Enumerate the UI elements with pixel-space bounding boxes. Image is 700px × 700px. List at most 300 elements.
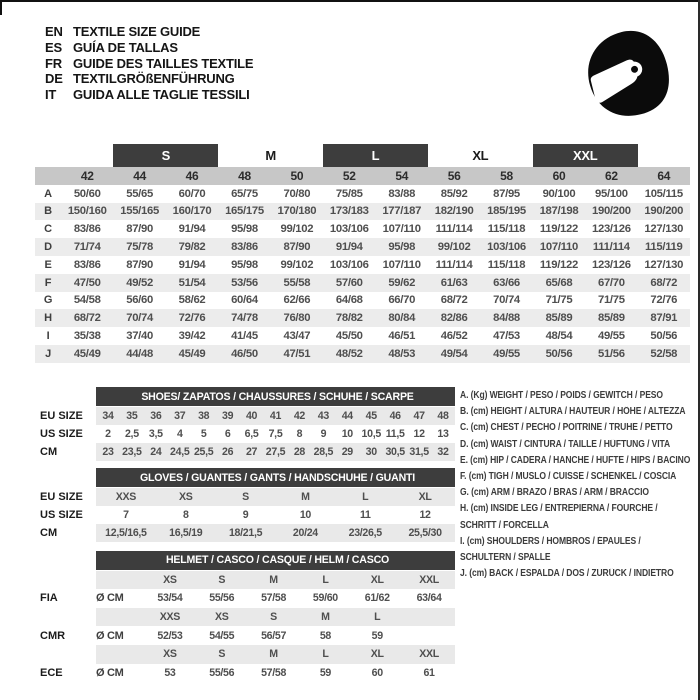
- row-label: CM: [40, 443, 96, 461]
- textile-size-table: [35, 144, 690, 363]
- measurement-value: 165/175: [218, 203, 270, 221]
- measurement-value: 107/110: [382, 258, 421, 271]
- size-value: S: [196, 645, 248, 664]
- size-value: 60: [371, 666, 383, 679]
- size-group-XL: XL: [472, 148, 489, 163]
- measurement-value: 155/165: [113, 203, 165, 221]
- table-title-bar: SHOES/ ZAPATOS / CHAUSSURES / SCHUHE / SCARPE: [96, 387, 455, 406]
- legend-line: SCHULTERN / SPALLE: [460, 552, 551, 564]
- size-number: 42: [61, 167, 113, 185]
- size-value: 58: [319, 629, 331, 642]
- measurement-value: 63/66: [480, 274, 532, 292]
- measurement-value: 87/95: [493, 187, 520, 200]
- measurement-row-E: [35, 256, 690, 274]
- legend-line: J. (cm) BACK / ESPALDA / DOS / ZURÜCK / INDIETRO: [460, 568, 674, 580]
- measurement-value: 71/75: [545, 294, 573, 307]
- measurement-value: 91/94: [178, 223, 206, 236]
- size-value: 10,5: [361, 428, 381, 440]
- size-value: 39: [216, 407, 240, 425]
- measurement-value: 83/86: [218, 238, 270, 256]
- row-letter: H: [35, 309, 61, 327]
- measurement-value: 82/86: [428, 309, 480, 327]
- lang-code: EN: [45, 24, 63, 39]
- measurement-value: 95/98: [231, 258, 258, 271]
- measurement-value: 85/89: [533, 309, 585, 327]
- measurement-value: 37/40: [126, 330, 153, 343]
- size-value: 24: [144, 443, 168, 461]
- measurement-value: 67/70: [585, 274, 637, 292]
- size-value: 44: [335, 407, 359, 425]
- size-value: 30,5: [383, 443, 407, 461]
- legend-line: G. (cm) ARM / BRAZO / BRAS / ARM / BRACCIO: [460, 487, 649, 499]
- size-value: 9: [320, 428, 327, 440]
- measurement-value: 115/119: [638, 238, 690, 256]
- measurement-row-J: [35, 345, 690, 363]
- size-value: 61/62: [364, 592, 390, 605]
- label-spacer: [40, 551, 96, 570]
- size-value: XS: [144, 645, 196, 664]
- size-value: 6,5: [244, 428, 259, 440]
- size-value: 55/56: [209, 666, 235, 679]
- measurement-value: 45/49: [61, 345, 113, 363]
- row-letter: B: [35, 203, 61, 221]
- measurement-value: 170/180: [271, 203, 323, 221]
- legend-line: B. (cm) HEIGHT / ALTURA / HAUTEUR / HÖHE / ALTEZZA: [460, 406, 686, 418]
- measurement-value: 51/56: [585, 345, 637, 363]
- measurement-value: 127/130: [644, 258, 684, 271]
- table-row-CM: [40, 443, 455, 461]
- language-title-list: [45, 24, 253, 103]
- size-value: 4: [176, 428, 183, 440]
- size-value: XL: [351, 571, 403, 590]
- legend-line: I. (cm) SHOULDERS / HOMBROS / ÉPAULES /: [460, 535, 641, 547]
- measurement-value: 83/86: [73, 258, 101, 271]
- size-value: XXS: [144, 608, 196, 627]
- size-number: 46: [166, 167, 218, 185]
- measurement-value: 71/74: [61, 238, 113, 256]
- measurement-value: 53/56: [218, 274, 270, 292]
- size-value: L: [335, 488, 395, 506]
- diameter-unit-label: [96, 645, 144, 664]
- size-value: 59/60: [312, 592, 338, 605]
- size-value: 11,5: [385, 428, 405, 440]
- measurement-value: 45/49: [166, 345, 218, 363]
- size-value: XXS: [96, 488, 156, 506]
- size-value: 2,5: [124, 428, 139, 440]
- measurement-value: 66/70: [388, 294, 416, 307]
- measurement-value: 75/85: [335, 187, 363, 200]
- measurement-row-H: [35, 309, 690, 327]
- size-value: 8: [182, 509, 189, 521]
- size-value: XL: [395, 488, 455, 506]
- size-number: 44: [113, 167, 165, 185]
- measurement-value: 190/200: [638, 203, 690, 221]
- size-group-XXL: XXL: [533, 144, 638, 167]
- measurement-value: 50/56: [650, 330, 678, 343]
- measurement-row-D: [35, 238, 690, 256]
- row-letter: G: [43, 294, 53, 307]
- size-value: 53: [164, 666, 176, 679]
- legend-line: E. (cm) HIP / CADERA / HANCHE / HÜFTE / HIPS / BACINO: [460, 454, 691, 466]
- lang-code: DE: [45, 71, 63, 87]
- measurement-value: 50/60: [73, 187, 101, 200]
- table-row-EU SIZE: [40, 407, 455, 425]
- measurement-row-G: [35, 292, 690, 310]
- size-value: 6: [224, 428, 231, 440]
- size-group-row: [35, 144, 690, 167]
- lang-code: IT: [45, 87, 57, 103]
- size-value: 42: [287, 407, 311, 425]
- measurement-value: 46/50: [218, 345, 270, 363]
- guide-title: GUIDE DES TAILLES TEXTILE: [73, 55, 254, 71]
- diameter-unit-label: Ø CM: [96, 666, 124, 679]
- size-value: S: [248, 608, 300, 627]
- row-label: CMR: [40, 626, 96, 645]
- measurement-value: 83/86: [73, 223, 101, 236]
- measurement-value: 62/66: [283, 294, 311, 307]
- size-value: 24,5: [168, 443, 192, 461]
- legend-line: H. (cm) INSIDE LEG / ENTREPIERNA / FOURCHE /: [460, 503, 658, 515]
- size-value: S: [216, 488, 276, 506]
- guide-title: GUÍA DE TALLAS: [73, 39, 178, 55]
- measurement-value: 78/82: [323, 309, 375, 327]
- measurement-value: 87/90: [126, 223, 153, 236]
- size-value: XS: [196, 608, 248, 627]
- measurement-value: 64/68: [335, 294, 363, 307]
- table-row-sizes-0: [40, 571, 455, 590]
- size-group-S: S: [113, 144, 218, 167]
- table-row-CMR: [40, 626, 455, 645]
- size-number: 56: [428, 167, 480, 185]
- size-value: 48: [431, 407, 455, 425]
- size-value: 11: [359, 509, 371, 521]
- size-value: 23,5: [120, 443, 144, 461]
- measurement-value: 115/118: [487, 223, 526, 236]
- measurement-value: 107/110: [533, 238, 585, 256]
- measurement-value: 99/102: [280, 258, 314, 271]
- measurement-value: 49/55: [480, 345, 532, 363]
- size-value: 54/55: [209, 629, 235, 642]
- table-row-sizes-2: [40, 608, 455, 627]
- measurement-value: 57/60: [323, 274, 375, 292]
- measurement-value: 91/94: [323, 238, 375, 256]
- measurement-value: 35/38: [73, 330, 101, 343]
- size-group-gap: [638, 144, 690, 167]
- size-group-M: M: [265, 148, 276, 163]
- guide-title: TEXTILE SIZE GUIDE: [73, 24, 201, 39]
- size-value: 43: [311, 407, 335, 425]
- size-value: 36: [144, 407, 168, 425]
- row-letter: D: [35, 238, 61, 256]
- measurement-value: 51/54: [166, 274, 218, 292]
- size-value: 26: [216, 443, 240, 461]
- top-edge-line: [0, 0, 700, 2]
- table-row-US SIZE: [40, 506, 455, 524]
- table-row-sizes-4: [40, 645, 455, 664]
- size-value: 59: [319, 666, 331, 679]
- measurement-value: 72/76: [166, 309, 218, 327]
- measurement-value: 85/89: [585, 309, 637, 327]
- measurement-value: 105/115: [644, 187, 683, 200]
- table-row-US SIZE: [40, 425, 455, 443]
- gloves-size-table: [40, 468, 455, 542]
- table-title-bar: GLOVES / GUANTES / GANTS / HANDSCHUHE / GUANTI: [96, 468, 455, 487]
- size-value: 25,5/30: [395, 524, 455, 542]
- measurement-value: 103/106: [329, 258, 369, 271]
- left-edge-tick: [0, 0, 2, 15]
- measurement-value: 52/58: [638, 345, 690, 363]
- label-spacer: [40, 468, 96, 487]
- label-spacer: [40, 387, 96, 406]
- measurement-value: 47/50: [61, 274, 113, 292]
- measurement-value: 87/90: [271, 238, 323, 256]
- measurement-value: 72/76: [650, 294, 678, 307]
- size-value: 8: [296, 428, 303, 440]
- helmet-size-table: [40, 551, 455, 682]
- lang-code: ES: [45, 39, 62, 55]
- size-value: 16,5/19: [156, 524, 216, 542]
- measurement-value: 182/190: [428, 203, 480, 221]
- diameter-unit-label: Ø CM: [96, 629, 124, 642]
- size-value: 2: [105, 428, 111, 440]
- size-value: 3,5: [148, 428, 163, 440]
- legend-line: D. (cm) WAIST / CINTURA / TAILLE / HÜFTUNG / VITA: [460, 438, 671, 450]
- measurement-value: 177/187: [376, 203, 428, 221]
- measurement-value: 74/78: [218, 309, 270, 327]
- measurement-value: 107/110: [382, 223, 421, 236]
- measurement-value: 39/42: [178, 330, 206, 343]
- measurement-value: 75/78: [113, 238, 165, 256]
- row-label: CM: [40, 524, 96, 542]
- measurement-value: 115/118: [487, 258, 526, 271]
- size-value: XXL: [403, 571, 455, 590]
- table-row-ECE: [40, 664, 455, 683]
- guide-title: TEXTILGRÖßENFÜHRUNG: [73, 71, 235, 87]
- measurement-value: 47/51: [271, 345, 323, 363]
- measurement-value: 49/55: [597, 330, 625, 343]
- size-value: 45: [359, 407, 383, 425]
- measurement-value: 119/122: [539, 258, 579, 271]
- size-value: L: [351, 608, 403, 627]
- measurement-value: 68/72: [440, 294, 468, 307]
- measurement-value: 80/84: [376, 309, 428, 327]
- measurement-value: 41/45: [231, 330, 258, 343]
- size-value: 61: [423, 666, 435, 679]
- measurement-value: 55/65: [126, 187, 153, 200]
- row-label: ECE: [40, 664, 96, 683]
- measurement-value: 50/56: [533, 345, 585, 363]
- measurement-value: 119/122: [539, 223, 579, 236]
- measurement-value: 48/54: [545, 330, 573, 343]
- size-value: XXL: [403, 645, 455, 664]
- size-value: 27,5: [264, 443, 288, 461]
- size-value: 40: [240, 407, 264, 425]
- measurement-value: 99/102: [280, 223, 314, 236]
- measurement-value: 83/88: [388, 187, 416, 200]
- size-value: 13: [437, 428, 449, 440]
- measurement-value: 70/80: [283, 187, 311, 200]
- measurement-value: 48/53: [376, 345, 428, 363]
- size-value: 27: [240, 443, 264, 461]
- measurement-value: 59/62: [376, 274, 428, 292]
- measurement-value: 71/75: [597, 294, 625, 307]
- size-value: 55/56: [209, 592, 235, 605]
- measurement-value: 85/92: [440, 187, 468, 200]
- measurement-value: 68/72: [638, 274, 690, 292]
- size-number: 52: [323, 167, 375, 185]
- row-letter: F: [35, 274, 61, 292]
- guide-title: GUIDA ALLE TAGLIE TESSILI: [73, 87, 250, 103]
- measurement-value: 55/58: [271, 274, 323, 292]
- size-value: 37: [168, 407, 192, 425]
- size-value: 28: [287, 443, 311, 461]
- measurement-value: 87/91: [638, 309, 690, 327]
- measurement-row-A: [35, 185, 690, 203]
- size-value: 56/57: [261, 629, 287, 642]
- measurement-value: 45/50: [335, 330, 363, 343]
- size-value: L: [299, 571, 351, 590]
- measurement-value: 123/126: [591, 258, 631, 271]
- measurement-value: 47/53: [493, 330, 520, 343]
- size-value: 38: [192, 407, 216, 425]
- measurement-value: 95/98: [231, 223, 258, 236]
- row-letter: E: [44, 258, 52, 271]
- measurement-value: 65/75: [231, 187, 258, 200]
- size-value: 47: [407, 407, 431, 425]
- measurement-value: 76/80: [271, 309, 323, 327]
- size-value: M: [275, 488, 335, 506]
- table-row-CM: [40, 524, 455, 542]
- measurement-value: 68/72: [61, 309, 113, 327]
- size-value: 12,5/16,5: [96, 524, 156, 542]
- row-label: EU SIZE: [40, 407, 96, 425]
- size-value: 28,5: [311, 443, 335, 461]
- helmet-logo-icon: [577, 25, 679, 121]
- row-label: [40, 645, 96, 664]
- measurement-legend: [460, 388, 700, 582]
- row-letter: C: [44, 223, 52, 236]
- size-value: 25,5: [192, 443, 216, 461]
- measurement-value: 79/82: [166, 238, 218, 256]
- measurement-value: 44/48: [113, 345, 165, 363]
- size-value: 53/54: [157, 592, 183, 605]
- row-letter: J: [35, 345, 61, 363]
- size-value: M: [299, 608, 351, 627]
- size-number: 62: [585, 167, 637, 185]
- measurement-row-F: [35, 274, 690, 292]
- size-value: 12: [413, 428, 425, 440]
- size-value: 10: [299, 509, 311, 521]
- measurement-value: 43/47: [283, 330, 311, 343]
- measurement-value: 150/160: [61, 203, 113, 221]
- measurement-value: 95/100: [594, 187, 628, 200]
- measurement-row-C: [35, 220, 690, 238]
- size-value: 32: [431, 443, 455, 461]
- measurement-value: 111/114: [435, 223, 473, 236]
- size-value: XL: [351, 645, 403, 664]
- size-value: XS: [156, 488, 216, 506]
- measurement-value: 90/100: [542, 187, 576, 200]
- size-value: 9: [242, 509, 249, 521]
- size-value: 30: [359, 443, 383, 461]
- size-value: 7,5: [268, 428, 283, 440]
- table-row-FIA: [40, 589, 455, 608]
- size-group-L: L: [323, 144, 428, 167]
- size-value: 10: [341, 428, 353, 440]
- row-label: [40, 571, 96, 590]
- measurement-value: 49/54: [428, 345, 480, 363]
- measurement-value: 58/62: [178, 294, 206, 307]
- size-value: 52/53: [157, 629, 183, 642]
- legend-line: F. (cm) TIGH / MUSLO / CUISSE / SCHENKEL / COSCIA: [460, 471, 677, 483]
- measurement-value: 111/114: [435, 258, 473, 271]
- size-value: 31,5: [407, 443, 431, 461]
- measurement-value: 56/60: [126, 294, 153, 307]
- size-value: M: [248, 571, 300, 590]
- measurement-value: 103/106: [329, 223, 369, 236]
- size-value: 18/21,5: [216, 524, 276, 542]
- size-value: L: [299, 645, 351, 664]
- size-value: S: [196, 571, 248, 590]
- legend-line: SCHRITT / FORCELLA: [460, 519, 549, 531]
- size-value: 20/24: [275, 524, 335, 542]
- size-value: 63/64: [416, 592, 442, 605]
- size-value: 57/58: [261, 666, 287, 679]
- measurement-row-I: [35, 327, 690, 345]
- size-value: 57/58: [261, 592, 287, 605]
- table-title-row: [40, 468, 455, 487]
- measurement-value: 103/106: [480, 238, 532, 256]
- corner-spacer: [35, 144, 61, 167]
- measurement-value: 123/126: [591, 223, 631, 236]
- measurement-value: 173/183: [323, 203, 375, 221]
- size-number: 54: [376, 167, 428, 185]
- measurement-value: 70/74: [113, 309, 165, 327]
- size-value: [403, 608, 455, 627]
- shoes-size-table: [40, 387, 455, 461]
- size-value: 59: [371, 629, 383, 642]
- size-number: 48: [218, 167, 270, 185]
- lang-code: FR: [45, 55, 62, 71]
- legend-line: C. (cm) CHEST / PECHO / POITRINE / TRUHE / PETTO: [460, 422, 673, 434]
- measurement-value: 60/70: [178, 187, 206, 200]
- table-title-bar: HELMET / CASCO / CASQUE / HELM / CASCO: [96, 551, 455, 570]
- row-letter-spacer: [35, 167, 61, 185]
- size-number: 58: [480, 167, 532, 185]
- measurement-value: 99/102: [428, 238, 480, 256]
- row-label: [40, 608, 96, 627]
- size-value: [403, 626, 455, 645]
- size-value: 7: [123, 509, 129, 521]
- measurement-value: 46/51: [388, 330, 416, 343]
- measurement-value: 84/88: [480, 309, 532, 327]
- measurement-value: 65/68: [533, 274, 585, 292]
- measurement-value: 70/74: [493, 294, 520, 307]
- diameter-unit-label: [96, 608, 144, 627]
- table-title-row: [40, 387, 455, 406]
- table-title-row: [40, 551, 455, 570]
- measurement-value: 160/170: [166, 203, 218, 221]
- size-group-gap: [61, 144, 113, 167]
- size-number: 50: [271, 167, 323, 185]
- diameter-unit-label: [96, 571, 144, 590]
- size-value: 23: [96, 443, 120, 461]
- measurement-value: 54/58: [73, 294, 101, 307]
- size-value: 41: [264, 407, 288, 425]
- measurement-value: 60/64: [231, 294, 258, 307]
- measurement-value: 87/90: [126, 258, 153, 271]
- size-value: 12: [419, 509, 431, 521]
